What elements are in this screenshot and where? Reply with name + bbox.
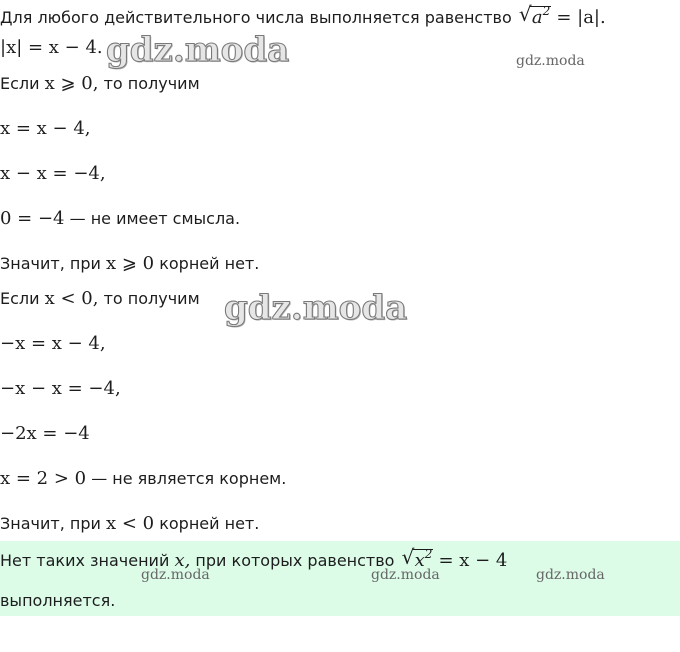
line-1-math-end: = |a|. xyxy=(556,7,606,28)
watermark-small-1: gdz.moda xyxy=(516,53,585,69)
watermark-small-2: gdz.moda xyxy=(141,567,210,583)
text-line-12: x = 2 > 0 — не является корнем. xyxy=(0,468,287,489)
sqrt-x-squared: √ $x^2$ xyxy=(401,545,433,571)
watermark-big-2: gdz.moda xyxy=(224,288,408,328)
text-line-1 xyxy=(0,2,606,28)
text-line-7: Значит, при x ⩾ 0 корней нет. xyxy=(0,253,260,274)
text-line-6: 0 = −4 — не имеет смысла. xyxy=(0,208,241,229)
text-line-5: x − x = −4, xyxy=(0,163,106,184)
text-line-8: Если x < 0, то получим xyxy=(0,288,200,309)
watermark-small-4: gdz.moda xyxy=(536,567,605,583)
text-line-9: −x = x − 4, xyxy=(0,333,106,354)
text-line-13: Значит, при x < 0 корней нет. xyxy=(0,513,260,534)
text-line-4: x = x − 4, xyxy=(0,118,91,139)
line-2-math: |x| = x − 4. xyxy=(0,37,103,58)
line-3-math: x ⩾ 0, xyxy=(44,73,99,94)
sqrt-a-squared: √ $a^2$ xyxy=(518,2,551,28)
text-line-3: Если x ⩾ 0, то получим xyxy=(0,73,200,94)
text-line-10: −x − x = −4, xyxy=(0,378,121,399)
watermark-small-3: gdz.moda xyxy=(371,567,440,583)
answer-line-2: выполняется. xyxy=(0,591,116,610)
watermark-big-1: gdz.moda xyxy=(106,30,290,70)
text-line-11: −2x = −4 xyxy=(0,423,90,444)
line-1-text: Для любого действительного числа выполняется равенство xyxy=(0,8,512,27)
text-line-2 xyxy=(0,37,103,59)
answer-line-1: Нет таких значений x, при которых равенство √ $x^2 = x - 4$ xyxy=(0,545,508,571)
